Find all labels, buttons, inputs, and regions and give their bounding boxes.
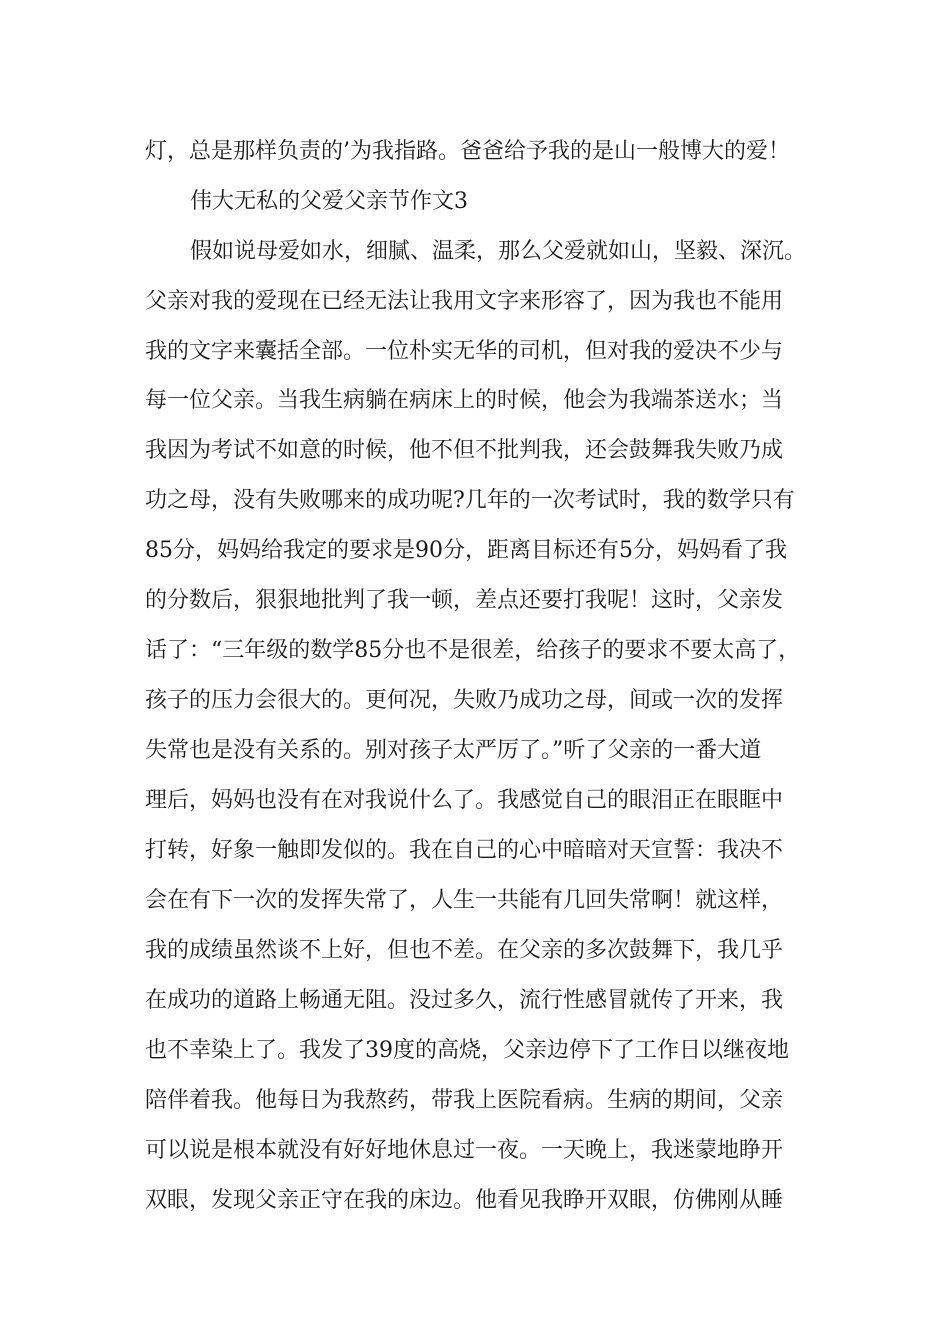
continuation-line: 灯，总是那样负责的’为我指路。爸爸给予我的是山一般博大的爱！	[145, 139, 790, 164]
paragraph-line: 的分数后，狠狠地批判了我一顿，差点还要打我呢！这时，父亲发	[145, 588, 784, 613]
paragraph-line: 双眼，发现父亲正守在我的床边。他看见我睁开双眼，仿佛刚从睡	[145, 1188, 784, 1213]
paragraph-line: 每一位父亲。当我生病躺在病床上的时候，他会为我端茶送水；当	[145, 388, 784, 413]
essay-heading: 伟大无私的父爱父亲节作文3	[190, 189, 468, 214]
paragraph-line: 功之母，没有失败哪来的成功呢?几年的一次考试时，我的数学只有	[145, 488, 795, 513]
paragraph-line: 失常也是没有关系的。别对孩子太严厉了。”听了父亲的一番大道	[145, 738, 762, 763]
paragraph-line: 85分，妈妈给我定的要求是90分，距离目标还有5分，妈妈看了我	[145, 538, 787, 563]
paragraph-line: 孩子的压力会很大的。更何况，失败乃成功之母，间或一次的发挥	[145, 688, 784, 713]
paragraph-line: 父亲对我的爱现在已经无法让我用文字来形容了，因为我也不能用	[145, 289, 784, 314]
paragraph-line: 理后，妈妈也没有在对我说什么了。我感觉自己的眼泪正在眼眶中	[145, 788, 784, 813]
paragraph-line: 话了：“三年级的数学85分也不是很差，给孩子的要求不要太高了，	[145, 638, 801, 663]
paragraph-line: 我的文字来囊括全部。一位朴实无华的司机，但对我的爱决不少与	[145, 339, 784, 364]
paragraph-line: 打转，好象一触即发似的。我在自己的心中暗暗对天宣誓：我决不	[145, 838, 784, 863]
paragraph-line: 在成功的道路上畅通无阻。没过多久，流行性感冒就传了开来，我	[145, 988, 784, 1013]
paragraph-line: 陪伴着我。他每日为我熬药，带我上医院看病。生病的期间，父亲	[145, 1088, 784, 1113]
paragraph-line: 我因为考试不如意的时候，他不但不批判我，还会鼓舞我失败乃成	[145, 438, 784, 463]
paragraph-line: 可以说是根本就没有好好地休息过一夜。一天晚上，我迷蒙地睁开	[145, 1138, 784, 1163]
paragraph-line: 会在有下一次的发挥失常了，人生一共能有几回失常啊！就这样，	[145, 888, 784, 913]
paragraph-line: 假如说母爱如水，细腻、温柔，那么父爱就如山，坚毅、深沉。	[190, 239, 807, 264]
paragraph-line: 我的成绩虽然谈不上好，但也不差。在父亲的多次鼓舞下，我几乎	[145, 938, 784, 963]
paragraph-line: 也不幸染上了。我发了39度的高烧，父亲边停下了工作日以继夜地	[145, 1038, 789, 1063]
